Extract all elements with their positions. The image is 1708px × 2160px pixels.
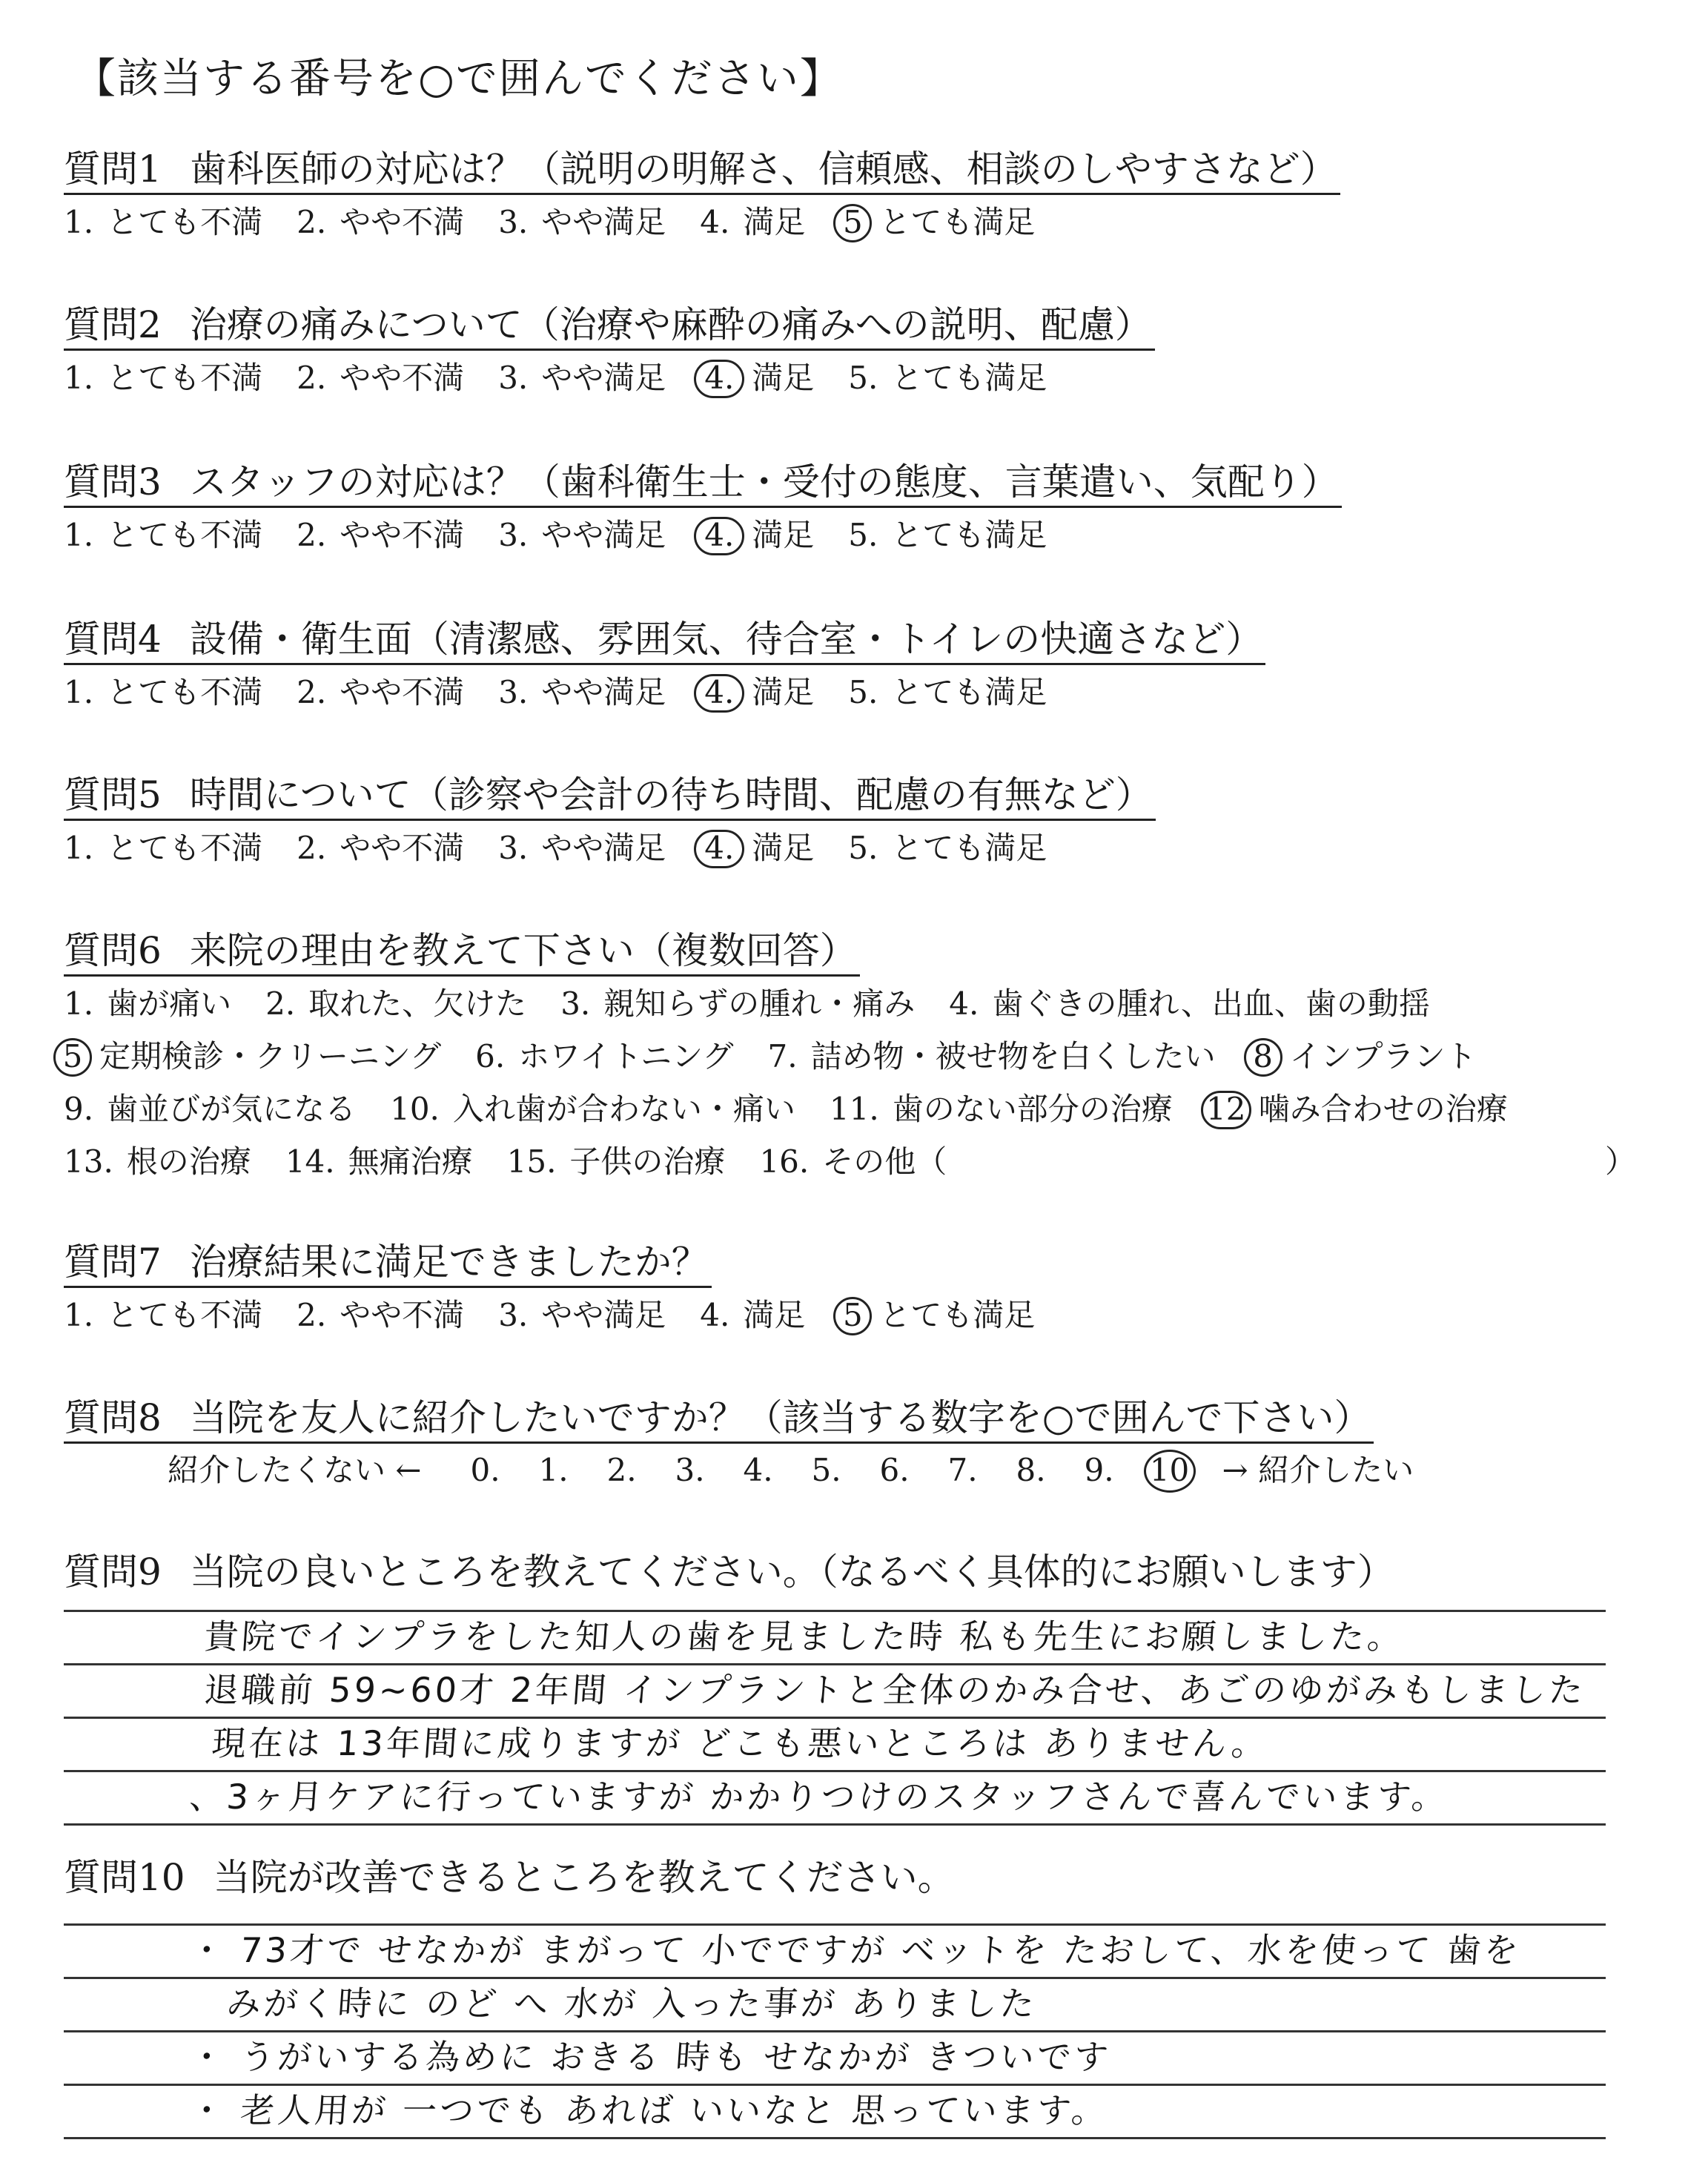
options-row bbox=[64, 822, 1156, 874]
option-number: 2. bbox=[297, 360, 327, 396]
option-label: 歯が痛い bbox=[107, 985, 232, 1022]
option-number: 11. bbox=[829, 1091, 879, 1127]
option[interactable] bbox=[700, 1289, 805, 1341]
option-number: 14. bbox=[285, 1143, 335, 1180]
question-8 bbox=[64, 1394, 1414, 1497]
option-number: 1. bbox=[64, 517, 94, 553]
question-text: 時間について（診察や会計の待ち時間、配慮の有無など） bbox=[189, 773, 1153, 816]
question-number: 質問6 bbox=[64, 929, 162, 972]
option[interactable] bbox=[64, 978, 231, 1029]
options-row bbox=[64, 667, 1265, 719]
option-number: 3. bbox=[498, 360, 529, 396]
scale-value[interactable]: 0. bbox=[470, 1452, 500, 1488]
option-label: とても満足 bbox=[891, 360, 1047, 396]
option-number: 5 bbox=[53, 1038, 92, 1077]
option[interactable] bbox=[498, 352, 666, 404]
option-label: 歯のない部分の治療 bbox=[892, 1091, 1173, 1127]
options-row bbox=[64, 1289, 1069, 1341]
answer-line bbox=[64, 1979, 1606, 2032]
option-number: 4. bbox=[694, 674, 744, 713]
handwritten-answer: ・ うがいする為めに おきる 時も せなかが きついです bbox=[188, 2037, 1113, 2077]
option[interactable] bbox=[64, 667, 262, 719]
option-selected[interactable] bbox=[839, 196, 1035, 248]
scale-value[interactable]: 6. bbox=[879, 1452, 910, 1488]
question-2 bbox=[64, 301, 1155, 404]
option-number: 4. bbox=[694, 360, 744, 398]
option-selected[interactable] bbox=[59, 1031, 441, 1082]
option-label: 満足 bbox=[743, 1297, 806, 1333]
option-label: 満足 bbox=[752, 830, 815, 866]
option-selected[interactable] bbox=[1250, 1031, 1477, 1082]
question-number: 質問8 bbox=[64, 1396, 162, 1439]
option[interactable] bbox=[297, 509, 464, 561]
question-number: 質問9 bbox=[64, 1550, 162, 1593]
option-label: インプラント bbox=[1289, 1038, 1477, 1074]
option-label: 満足 bbox=[752, 360, 815, 396]
option-label: とても満足 bbox=[891, 674, 1047, 710]
question-number: 質問5 bbox=[64, 773, 162, 816]
option-number: 4. bbox=[949, 985, 979, 1022]
scale-value[interactable]: 4. bbox=[743, 1452, 773, 1488]
answer-line bbox=[64, 2086, 1606, 2139]
answer-line bbox=[64, 1612, 1606, 1665]
option-number: 1. bbox=[64, 204, 94, 240]
option[interactable] bbox=[475, 1031, 733, 1082]
scale-value-selected[interactable]: 10 bbox=[1144, 1450, 1196, 1493]
option-number: 2. bbox=[297, 1297, 327, 1333]
question-7 bbox=[64, 1238, 1069, 1341]
scale-value[interactable]: 2. bbox=[606, 1452, 637, 1488]
handwritten-answer: 退職前 59~60才 2年間 インプラントと全体のかみ合せ、あごのゆがみもしました bbox=[202, 1670, 1588, 1710]
question-4 bbox=[64, 615, 1265, 719]
option[interactable] bbox=[498, 196, 666, 248]
answer-line bbox=[64, 1772, 1606, 1826]
option-label: とても不満 bbox=[107, 360, 263, 396]
question-6 bbox=[64, 927, 1542, 1187]
option-label: やや不満 bbox=[340, 674, 465, 710]
option[interactable] bbox=[848, 509, 1047, 561]
option-label: 入れ歯が合わない・痛い bbox=[452, 1091, 795, 1127]
option-label: 歯並びが気になる bbox=[107, 1091, 357, 1127]
option-label: 根の治療 bbox=[126, 1143, 251, 1180]
option-selected[interactable] bbox=[700, 667, 814, 719]
option[interactable] bbox=[560, 978, 915, 1029]
answer-area-q10[interactable] bbox=[64, 1872, 1606, 2139]
option-label: とても満足 bbox=[879, 204, 1036, 240]
question-text: 設備・衛生面（清潔感、雰囲気、待合室・トイレの快適さなど） bbox=[189, 618, 1263, 661]
option-label: やや満足 bbox=[541, 674, 666, 710]
option[interactable] bbox=[64, 822, 262, 874]
option[interactable] bbox=[498, 1289, 666, 1341]
option-number: 3. bbox=[498, 1297, 529, 1333]
scale-value[interactable]: 1. bbox=[538, 1452, 569, 1488]
option-number: 1. bbox=[64, 1297, 94, 1333]
option-number: 3. bbox=[498, 204, 529, 240]
option-label: 満足 bbox=[752, 517, 815, 553]
option-label: 無痛治療 bbox=[348, 1143, 473, 1180]
option-number: 5 bbox=[833, 1297, 872, 1335]
reason-row bbox=[64, 978, 1542, 1029]
question-text: 当院を友人に紹介したいですか？（該当する数字を○で囲んで下さい） bbox=[189, 1396, 1371, 1439]
option[interactable] bbox=[64, 1289, 262, 1341]
option-label: 満足 bbox=[743, 204, 806, 240]
handwritten-answer: ・ 73才で せなかが まがって 小でですが ベットを たおして、水を使って 歯を bbox=[188, 1930, 1523, 1970]
option-number: 13. bbox=[64, 1143, 113, 1180]
option-selected[interactable] bbox=[700, 509, 814, 561]
option-number: 2. bbox=[297, 830, 327, 866]
option-selected[interactable] bbox=[700, 822, 814, 874]
handwritten-answer: ・ 老人用が 一つでも あれば いいなと 思っています。 bbox=[188, 2090, 1110, 2130]
option-selected[interactable] bbox=[700, 352, 814, 404]
scale-value[interactable]: 5. bbox=[811, 1452, 841, 1488]
option-label: とても不満 bbox=[107, 517, 263, 553]
option-number: 3. bbox=[560, 985, 591, 1022]
option-number: 3. bbox=[498, 517, 529, 553]
option-number: 4. bbox=[694, 830, 744, 868]
option[interactable] bbox=[64, 196, 262, 248]
option-number: 5. bbox=[848, 517, 878, 553]
question-text: スタッフの対応は？（歯科衛生士・受付の態度、言葉遣い、気配り） bbox=[189, 460, 1339, 503]
scale-value[interactable]: 9. bbox=[1084, 1452, 1114, 1488]
recommend-scale bbox=[168, 1444, 1414, 1497]
answer-line bbox=[64, 1719, 1606, 1772]
scale-value[interactable]: 7. bbox=[947, 1452, 978, 1488]
option-label: その他（ bbox=[822, 1143, 947, 1180]
handwritten-answer: 貴院でインプラをした知人の歯を見ました時 私も先生にお願しました。 bbox=[202, 1616, 1406, 1657]
option[interactable] bbox=[297, 1289, 464, 1341]
option-label: やや満足 bbox=[541, 360, 666, 396]
option-label: 取れた、欠けた bbox=[308, 985, 527, 1022]
option-number: 5. bbox=[848, 360, 878, 396]
option-number: 9. bbox=[64, 1091, 94, 1127]
option-number: 1. bbox=[64, 985, 94, 1022]
option[interactable] bbox=[64, 1083, 356, 1135]
question-number: 質問4 bbox=[64, 618, 162, 661]
page-title: 【該当する番号を○で囲んでください】 bbox=[74, 55, 843, 103]
option-number: 2. bbox=[265, 985, 296, 1022]
option-number: 2. bbox=[297, 674, 327, 710]
option-number: 5. bbox=[848, 674, 878, 710]
option[interactable] bbox=[498, 509, 666, 561]
option[interactable] bbox=[390, 1083, 795, 1135]
option[interactable] bbox=[64, 352, 262, 404]
question-3 bbox=[64, 458, 1342, 561]
option[interactable] bbox=[64, 1136, 251, 1187]
option[interactable] bbox=[507, 1136, 726, 1187]
question-number: 質問3 bbox=[64, 460, 162, 503]
answer-line bbox=[64, 1665, 1606, 1719]
answer-line bbox=[64, 1926, 1606, 1979]
answer-area-q9[interactable] bbox=[64, 1559, 1606, 1826]
option-label: とても満足 bbox=[891, 830, 1047, 866]
option-number: 7. bbox=[767, 1038, 798, 1074]
option-label: やや不満 bbox=[340, 204, 465, 240]
option[interactable] bbox=[848, 822, 1047, 874]
option-number: 15. bbox=[506, 1143, 557, 1180]
option-label: やや不満 bbox=[340, 517, 465, 553]
option-label: やや不満 bbox=[340, 830, 465, 866]
option[interactable] bbox=[498, 667, 666, 719]
options-row bbox=[64, 509, 1342, 561]
options-row bbox=[64, 196, 1340, 248]
option[interactable] bbox=[830, 1083, 1173, 1135]
option-number: 4. bbox=[700, 204, 730, 240]
answer-line bbox=[64, 2032, 1606, 2086]
handwritten-answer: 現在は 13年間に成りますが どこも悪いところは ありません。 bbox=[210, 1723, 1270, 1763]
scale-value[interactable]: 8. bbox=[1016, 1452, 1046, 1488]
option-label: とても満足 bbox=[891, 517, 1047, 553]
question-text: 歯科医師の対応は？（説明の明解さ、信頼感、相談のしやすさなど） bbox=[189, 148, 1337, 191]
question-1 bbox=[64, 145, 1340, 248]
option-label: やや不満 bbox=[340, 1297, 465, 1333]
option-number: 6. bbox=[475, 1038, 506, 1074]
option-number: 1. bbox=[64, 830, 94, 866]
option-label: 詰め物・被せ物を白くしたい bbox=[810, 1038, 1216, 1074]
question-number: 質問2 bbox=[64, 303, 162, 346]
close-paren: ） bbox=[1605, 1143, 1637, 1180]
option-number: 2. bbox=[297, 204, 327, 240]
option[interactable] bbox=[949, 978, 1430, 1029]
option[interactable] bbox=[265, 978, 526, 1029]
question-text: 当院の良いところを教えてください。（なるべく具体的にお願いします） bbox=[189, 1550, 1394, 1593]
option[interactable] bbox=[297, 352, 464, 404]
option-number: 4. bbox=[700, 1297, 730, 1333]
option[interactable] bbox=[700, 196, 805, 248]
option[interactable] bbox=[297, 667, 464, 719]
option-number: 16. bbox=[759, 1143, 810, 1180]
option-label: 満足 bbox=[752, 674, 815, 710]
option-number: 2. bbox=[297, 517, 327, 553]
scale-right-label: → 紹介したい bbox=[1222, 1452, 1414, 1488]
option-number: 1. bbox=[64, 674, 94, 710]
option-number: 4. bbox=[694, 517, 744, 555]
option-number: 1. bbox=[64, 360, 94, 396]
scale-left-label: 紹介したくない ← bbox=[168, 1452, 422, 1488]
option[interactable] bbox=[848, 667, 1047, 719]
question-number: 質問1 bbox=[64, 148, 162, 191]
option[interactable] bbox=[64, 509, 262, 561]
option-selected[interactable] bbox=[839, 1289, 1035, 1341]
option-label: 歯ぐきの腫れ、出血、歯の動揺 bbox=[992, 985, 1430, 1022]
option-label: やや満足 bbox=[541, 830, 666, 866]
options-row bbox=[64, 352, 1155, 404]
scale-value[interactable]: 3. bbox=[675, 1452, 705, 1488]
handwritten-answer: 、3ヶ月ケアに行っていますが かかりつけのスタッフさんで喜んでいます。 bbox=[188, 1777, 1450, 1817]
question-text: 当院が改善できるところを教えてください。 bbox=[213, 1856, 955, 1899]
option-label: やや満足 bbox=[541, 517, 666, 553]
option-label: ホワイトニング bbox=[518, 1038, 734, 1074]
option-label: とても不満 bbox=[107, 830, 263, 866]
option-label: とても満足 bbox=[879, 1297, 1036, 1333]
option-label: とても不満 bbox=[107, 674, 263, 710]
option-number: 5. bbox=[848, 830, 878, 866]
option[interactable] bbox=[297, 822, 464, 874]
option-number: 3. bbox=[498, 674, 529, 710]
option-label: やや満足 bbox=[541, 204, 666, 240]
option-selected[interactable] bbox=[1207, 1083, 1508, 1135]
question-text: 治療の痛みについて（治療や麻酔の痛みへの説明、配慮） bbox=[189, 303, 1152, 346]
question-number: 質問7 bbox=[64, 1241, 162, 1284]
option[interactable] bbox=[297, 196, 464, 248]
option-number: 3. bbox=[498, 830, 529, 866]
option-label: やや不満 bbox=[340, 360, 465, 396]
option-label: やや満足 bbox=[541, 1297, 666, 1333]
handwritten-answer: みがく時に のど へ 水が 入った事が ありました bbox=[225, 1984, 1039, 2024]
option[interactable] bbox=[285, 1136, 473, 1187]
option[interactable] bbox=[767, 1031, 1215, 1082]
reason-row bbox=[64, 1083, 1542, 1135]
option-number: 12 bbox=[1201, 1091, 1251, 1129]
option-label: 親知らずの腫れ・痛み bbox=[603, 985, 916, 1022]
option-label: 子供の治療 bbox=[569, 1143, 726, 1180]
option[interactable] bbox=[498, 822, 666, 874]
option-label: 定期検診・クリーニング bbox=[99, 1038, 442, 1074]
reason-row bbox=[59, 1031, 1542, 1082]
reason-row bbox=[64, 1136, 1542, 1187]
question-5 bbox=[64, 771, 1156, 874]
option-label: とても不満 bbox=[107, 204, 263, 240]
question-text: 来院の理由を教えて下さい（複数回答） bbox=[189, 929, 857, 972]
option-label: とても不満 bbox=[107, 1297, 263, 1333]
question-text: 治療結果に満足できましたか？ bbox=[189, 1241, 709, 1284]
option-number: 5 bbox=[833, 204, 872, 242]
option-number: 8 bbox=[1244, 1038, 1282, 1077]
option-number: 10. bbox=[390, 1091, 440, 1127]
question-number: 質問10 bbox=[64, 1856, 185, 1899]
option[interactable] bbox=[848, 352, 1047, 404]
option-label: 噛み合わせの治療 bbox=[1258, 1091, 1508, 1127]
option[interactable] bbox=[759, 1136, 947, 1187]
